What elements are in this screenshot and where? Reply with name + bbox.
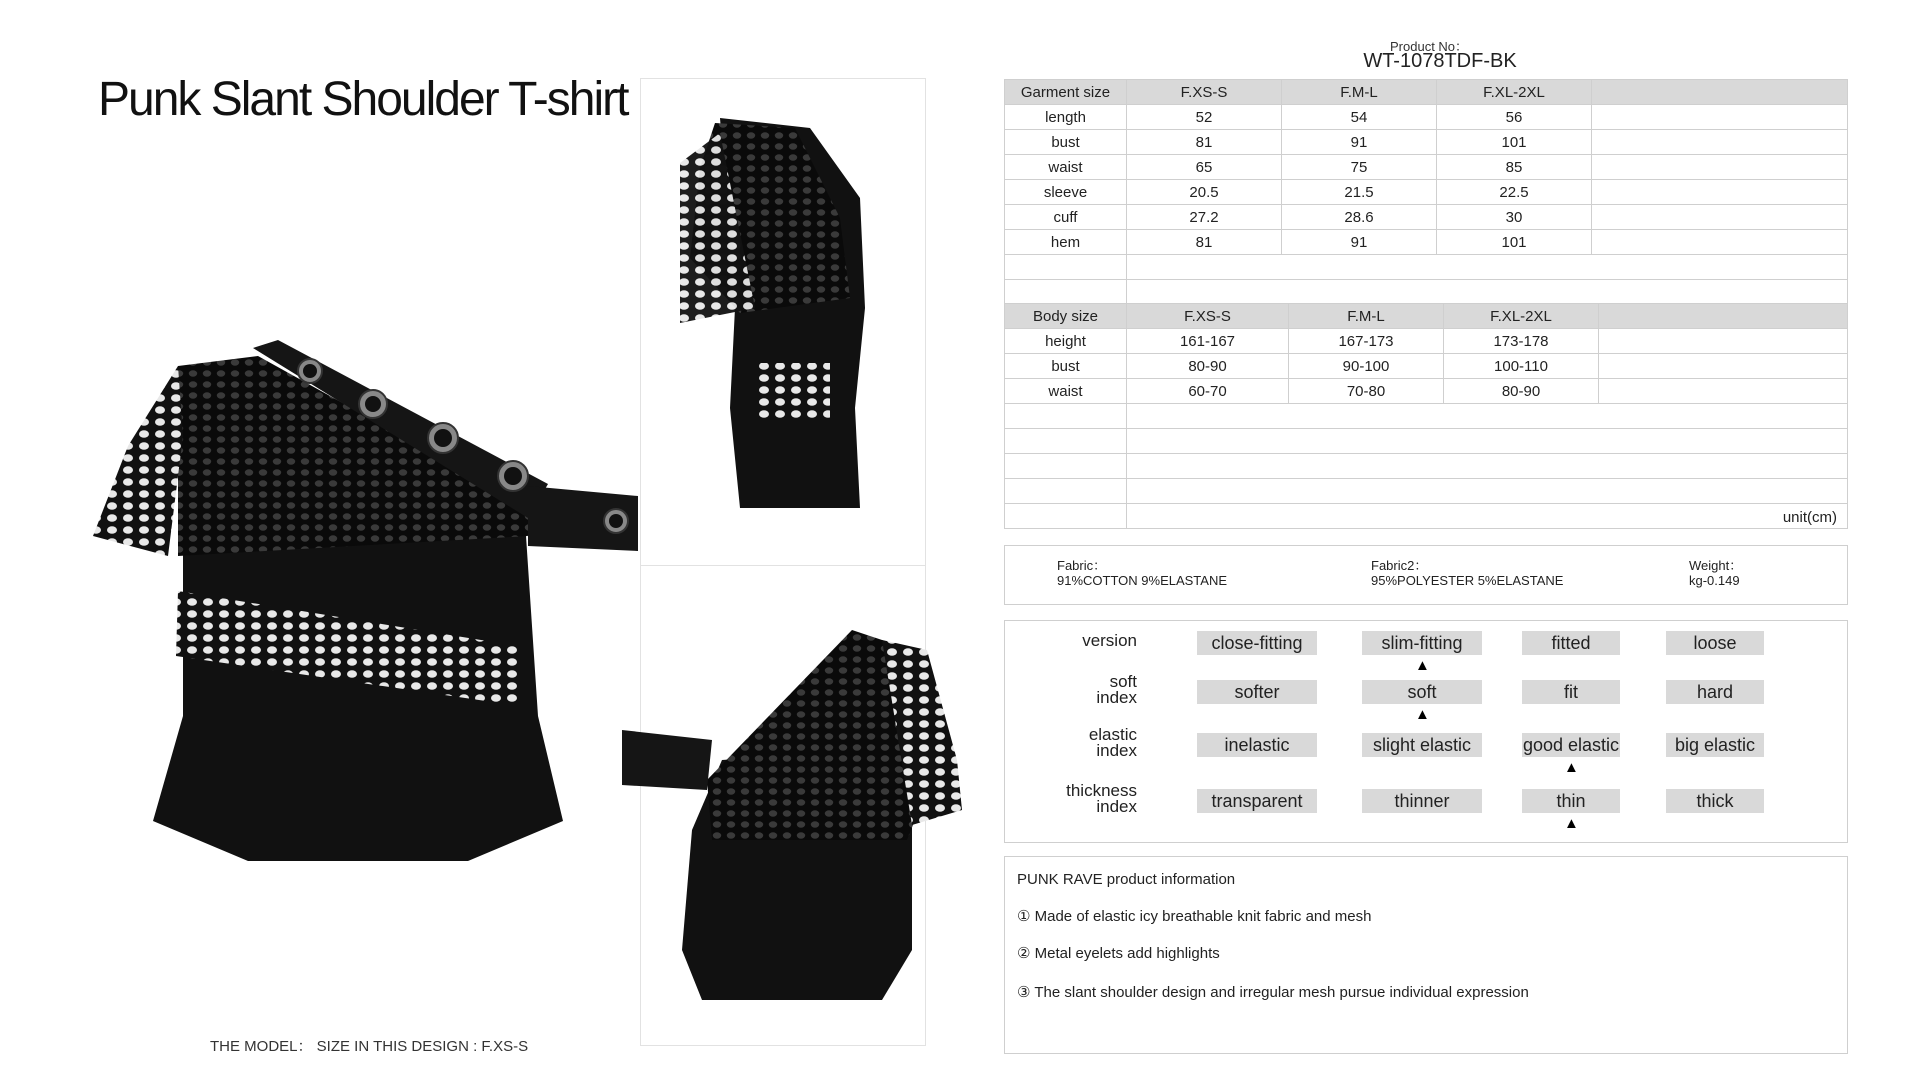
soft-option: softer	[1197, 680, 1317, 704]
size-col-xl-2xl: F.XL-2XL	[1444, 304, 1599, 329]
table-row	[1005, 329, 1848, 354]
elastic-option: slight elastic	[1362, 733, 1482, 757]
table-cell: 52	[1127, 105, 1282, 130]
table-cell: 65	[1127, 155, 1282, 180]
soft-option: hard	[1666, 680, 1764, 704]
unit-label: unit(cm)	[1782, 509, 1837, 526]
elastic-index-label: elastic index	[1088, 725, 1137, 760]
row-label: hem	[1005, 230, 1127, 255]
fabric2-value: 95%POLYESTER 5%ELASTANE	[1371, 573, 1564, 588]
empty-row	[1005, 255, 1848, 280]
version-label: version	[1082, 631, 1137, 650]
elastic-option-selected: good elastic	[1522, 735, 1620, 755]
table-cell: 28.6	[1282, 205, 1437, 230]
table-cell: 75	[1282, 155, 1437, 180]
fit-index-box	[1004, 620, 1848, 843]
table-cell: 161-167	[1127, 329, 1289, 354]
empty-row	[1005, 454, 1848, 479]
table-cell: 56	[1437, 105, 1592, 130]
info-number: ③	[1017, 984, 1031, 1001]
info-item	[1017, 944, 1220, 962]
product-title: Punk Slant Shoulder T-shirt	[98, 73, 628, 126]
size-col-m-l: F.M-L	[1289, 304, 1444, 329]
garment-size-table	[1004, 79, 1848, 305]
table-cell: 80-90	[1127, 354, 1289, 379]
info-heading: PUNK RAVE product information	[1017, 871, 1236, 888]
table-cell: 81	[1127, 130, 1282, 155]
unit-row	[1005, 504, 1848, 529]
table-cell: 30	[1437, 205, 1592, 230]
table-cell: 54	[1282, 105, 1437, 130]
product-number-label: Product No：	[1390, 39, 1469, 54]
row-label: height	[1005, 329, 1127, 354]
table-row	[1005, 155, 1848, 180]
product-number: WT-1078TDF-BK	[1363, 50, 1517, 72]
table-cell: 100-110	[1444, 354, 1599, 379]
info-text: Metal eyelets add highlights	[1034, 945, 1220, 962]
version-option-selected: slim-fitting	[1362, 631, 1482, 655]
version-selected-marker: ▲	[1415, 657, 1430, 674]
table-cell: 85	[1437, 155, 1592, 180]
elastic-option: big elastic	[1666, 733, 1764, 757]
fabric-info-box	[1004, 545, 1848, 605]
size-col-xl-2xl: F.XL-2XL	[1437, 80, 1592, 105]
size-col-xs-s: F.XS-S	[1127, 80, 1282, 105]
thickness-option: thick	[1666, 789, 1764, 813]
thickness-option: thinner	[1362, 789, 1482, 813]
soft-selected-marker: ▲	[1415, 706, 1430, 723]
empty-row	[1005, 479, 1848, 504]
table-cell: 101	[1437, 230, 1592, 255]
row-label: length	[1005, 105, 1127, 130]
fabric1	[1057, 558, 1227, 588]
body-table-header	[1005, 304, 1848, 329]
version-option: fitted	[1522, 631, 1620, 655]
weight-value: kg-0.149	[1689, 573, 1740, 588]
version-option: loose	[1666, 631, 1764, 655]
table-row	[1005, 180, 1848, 205]
product-info-box	[1004, 856, 1848, 1054]
fabric1-label: Fabric：	[1057, 558, 1107, 573]
table-cell: 90-100	[1289, 354, 1444, 379]
table-cell: 81	[1127, 230, 1282, 255]
table-cell: 22.5	[1437, 180, 1592, 205]
table-row	[1005, 205, 1848, 230]
table-cell: 167-173	[1289, 329, 1444, 354]
soft-index-label: soft index	[1096, 672, 1137, 707]
table-row	[1005, 105, 1848, 130]
thickness-option: transparent	[1197, 789, 1317, 813]
empty-row	[1005, 280, 1848, 305]
row-label: cuff	[1005, 205, 1127, 230]
info-text: Made of elastic icy breathable knit fabric and mesh	[1034, 908, 1372, 925]
table-cell: 173-178	[1444, 329, 1599, 354]
size-col-m-l: F.M-L	[1282, 80, 1437, 105]
row-label: sleeve	[1005, 180, 1127, 205]
photo-divider	[640, 565, 926, 566]
size-col-xs-s: F.XS-S	[1127, 304, 1289, 329]
info-item	[1017, 907, 1371, 925]
table-cell: 60-70	[1127, 379, 1289, 404]
back-view-photo	[612, 610, 962, 1000]
table-cell: 91	[1282, 130, 1437, 155]
body-size-table	[1004, 303, 1848, 529]
empty-row	[1005, 429, 1848, 454]
info-number: ①	[1017, 908, 1031, 925]
weight-label: Weight：	[1689, 558, 1743, 573]
table-row	[1005, 130, 1848, 155]
row-label: waist	[1005, 155, 1127, 180]
weight	[1689, 558, 1742, 588]
table-cell: 91	[1282, 230, 1437, 255]
table-row	[1005, 354, 1848, 379]
table-cell: 21.5	[1282, 180, 1437, 205]
table-row	[1005, 230, 1848, 255]
soft-option: fit	[1522, 680, 1620, 704]
garment-size-heading: Garment size	[1005, 80, 1127, 105]
table-cell: 27.2	[1127, 205, 1282, 230]
fabric2-label: Fabric2：	[1371, 558, 1428, 573]
garment-table-header	[1005, 80, 1848, 105]
thickness-index-label: thickness index	[1066, 781, 1137, 816]
row-label: waist	[1005, 379, 1127, 404]
front-view-photo	[88, 236, 638, 876]
thickness-option-selected: thin	[1522, 789, 1620, 813]
table-cell: 80-90	[1444, 379, 1599, 404]
row-label: bust	[1005, 130, 1127, 155]
info-item	[1017, 983, 1529, 1001]
fabric2	[1371, 558, 1563, 588]
info-number: ②	[1017, 945, 1031, 962]
table-cell: 101	[1437, 130, 1592, 155]
soft-option-selected: soft	[1362, 680, 1482, 704]
row-label: bust	[1005, 354, 1127, 379]
table-row	[1005, 379, 1848, 404]
empty-row	[1005, 404, 1848, 429]
version-option: close-fitting	[1197, 631, 1317, 655]
elastic-option: inelastic	[1197, 733, 1317, 757]
table-cell: 20.5	[1127, 180, 1282, 205]
table-cell: 70-80	[1289, 379, 1444, 404]
elastic-selected-marker: ▲	[1564, 759, 1579, 776]
model-size-note: THE MODEL： SIZE IN THIS DESIGN : F.XS-S	[210, 1038, 529, 1055]
body-size-heading: Body size	[1005, 304, 1127, 329]
fabric1-value: 91%COTTON 9%ELASTANE	[1057, 573, 1228, 588]
info-text: The slant shoulder design and irregular mesh pursue individual expression	[1034, 984, 1529, 1001]
side-view-photo	[660, 108, 910, 528]
thickness-selected-marker: ▲	[1564, 815, 1579, 832]
